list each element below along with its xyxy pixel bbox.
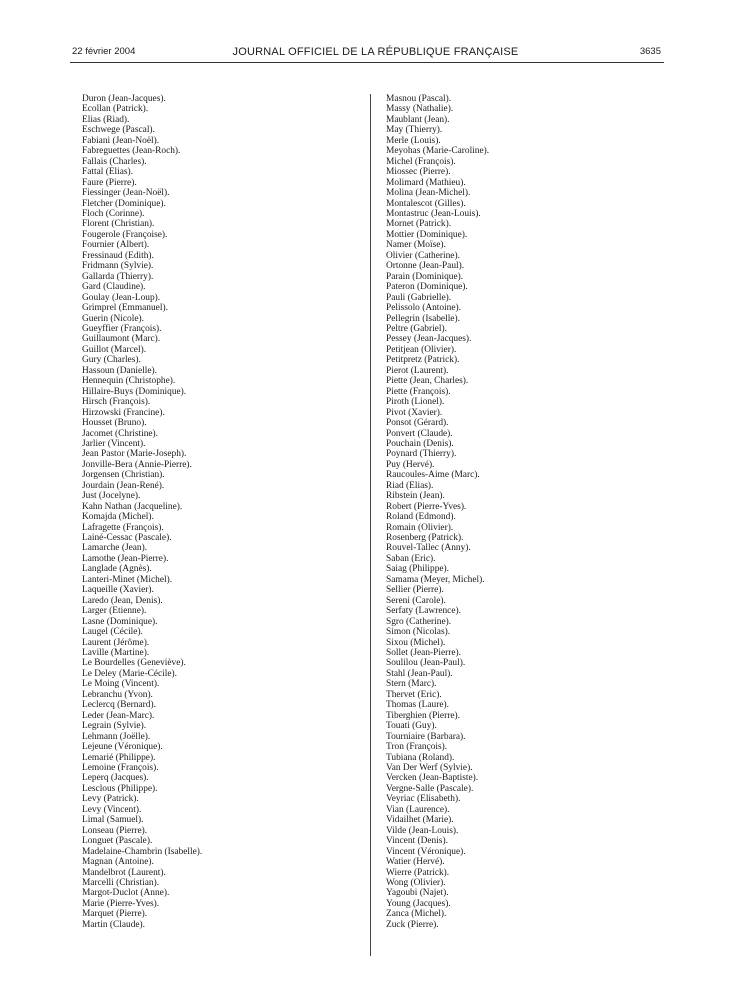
name-entry: Gury (Charles). bbox=[82, 355, 141, 366]
name-entry: Le Moing (Vincent). bbox=[82, 679, 160, 690]
name-entry: Montalescot (Gilles). bbox=[386, 198, 466, 209]
name-entry: Laqueille (Xavier). bbox=[82, 585, 154, 596]
name-entry: Michel (François). bbox=[386, 156, 456, 167]
name-entry: Laville (Martine). bbox=[82, 648, 150, 659]
name-entry: Le Bourdelles (Geneviève). bbox=[82, 658, 186, 669]
name-entry: Vian (Laurence). bbox=[386, 804, 450, 815]
name-entry: Lonseau (Pierre). bbox=[82, 825, 148, 836]
name-entry: Marquet (Pierre). bbox=[82, 909, 148, 920]
name-entry: Jacomet (Christine). bbox=[82, 428, 159, 439]
name-entry: Faure (Pierre). bbox=[82, 177, 137, 188]
name-entry: Soulilou (Jean-Paul). bbox=[386, 658, 466, 669]
name-entry: Thomas (Laure). bbox=[386, 700, 449, 711]
name-entry: Puy (Hervé). bbox=[386, 459, 435, 470]
name-entry: Gueyffier (François). bbox=[82, 323, 162, 334]
header-page-number: 3635 bbox=[639, 46, 661, 57]
name-entry: Longuet (Pascale). bbox=[82, 836, 153, 847]
name-entry: Pessey (Jean-Jacques). bbox=[386, 334, 472, 345]
name-entry: Duron (Jean-Jacques). bbox=[82, 94, 166, 104]
name-entry: Jonville-Bera (Annie-Pierre). bbox=[82, 459, 192, 470]
name-entry: Poynard (Thierry). bbox=[386, 449, 457, 460]
name-entry: Wierre (Patrick). bbox=[386, 867, 450, 878]
name-entry: Fougerole (Françoise). bbox=[82, 229, 168, 240]
name-entry: Piette (François). bbox=[386, 386, 451, 397]
name-entry: Mottier (Dominique). bbox=[386, 229, 468, 240]
name-entry: Fletcher (Dominique). bbox=[82, 198, 166, 209]
name-entry: Rouvel-Tallec (Anny). bbox=[386, 543, 471, 554]
name-entry: Ribstein (Jean). bbox=[386, 491, 445, 502]
name-entry: Hassoun (Danielle). bbox=[82, 365, 157, 376]
name-entry: Serfaty (Lawrence). bbox=[386, 606, 461, 617]
name-entry: Wong (Olivier). bbox=[386, 877, 446, 888]
name-entry: Tourniaire (Barbara). bbox=[386, 731, 466, 742]
name-entry: Lemarié (Philippe). bbox=[82, 752, 156, 763]
name-entry: Montastruc (Jean-Louis). bbox=[386, 208, 481, 219]
name-entry: Sereni (Carole). bbox=[386, 595, 446, 606]
name-entry: Lafragette (François). bbox=[82, 522, 164, 533]
header-date: 22 février 2004 bbox=[72, 46, 136, 57]
name-entry: Mandelbrot (Laurent). bbox=[82, 867, 166, 878]
name-entry: Piette (Jean, Charles). bbox=[386, 376, 469, 387]
name-entry: Le Deley (Marie-Cécile). bbox=[82, 668, 177, 679]
name-entry: Hillaire-Buys (Dominique). bbox=[82, 386, 187, 397]
name-entry: Marcelli (Christian). bbox=[82, 877, 160, 888]
name-entry: Langlade (Agnès). bbox=[82, 564, 152, 575]
name-entry: Gallarda (Thierry). bbox=[82, 271, 154, 282]
name-entry: Madelaine-Chambrin (Isabelle). bbox=[82, 846, 203, 857]
name-entry: Yagoubi (Najet). bbox=[386, 888, 449, 899]
header-rule bbox=[70, 62, 664, 63]
name-entry: Jean Pastor (Marie-Joseph). bbox=[82, 449, 187, 460]
name-entry: Van Der Werf (Sylvie). bbox=[386, 763, 473, 773]
name-entry: Fournier (Albert). bbox=[82, 240, 150, 251]
name-entry: Fattal (Elias). bbox=[82, 167, 134, 178]
name-entry: Saiag (Philippe). bbox=[386, 564, 450, 575]
name-entry: Leder (Jean-Marc). bbox=[82, 710, 155, 721]
name-entry: Petitjean (Olivier). bbox=[386, 344, 457, 355]
name-entry: Hirsch (François). bbox=[82, 397, 151, 408]
name-entry: Housset (Bruno). bbox=[82, 418, 147, 429]
name-entry: Guillot (Marcel). bbox=[82, 344, 147, 355]
name-entry: Just (Jocelyne). bbox=[82, 491, 141, 502]
name-entry: Grimprel (Emmanuel). bbox=[82, 303, 168, 314]
name-entry: Robert (Pierre-Yves). bbox=[386, 501, 467, 512]
name-entry: Namer (Moïse). bbox=[386, 240, 446, 251]
name-entry: Raucoules-Aime (Marc). bbox=[386, 470, 480, 481]
name-entry: Pierot (Laurent). bbox=[386, 365, 449, 376]
name-entry: Leclercq (Bernard). bbox=[82, 700, 156, 711]
name-entry: Lamothe (Jean-Pierre). bbox=[82, 553, 169, 564]
name-entry: Petitpretz (Patrick). bbox=[386, 355, 460, 366]
name-entry: Lemoine (François). bbox=[82, 763, 159, 773]
name-entry: Goulay (Jean-Loup). bbox=[82, 292, 161, 303]
name-entry: Tron (François). bbox=[386, 742, 448, 753]
name-entry: Jourdain (Jean-René). bbox=[82, 480, 165, 491]
name-entry: Guillaumont (Marc). bbox=[82, 334, 161, 345]
name-entry: Simon (Nicolas). bbox=[386, 627, 451, 638]
name-entry: Fiessinger (Jean-Noël). bbox=[82, 188, 170, 199]
name-entry: Merle (Louis). bbox=[386, 135, 441, 146]
name-entry: Sgro (Catherine). bbox=[386, 616, 452, 627]
name-entry: Lehmann (Joëlle). bbox=[82, 731, 151, 742]
name-entry: Pelissolo (Antoine). bbox=[386, 303, 461, 314]
name-entry: Veyriac (Elisabeth). bbox=[386, 794, 461, 805]
name-entry: Legrain (Sylvie). bbox=[82, 721, 147, 732]
name-entry: Vilde (Jean-Louis). bbox=[386, 825, 459, 836]
name-entry: Magnan (Antoine). bbox=[82, 857, 154, 868]
name-entry: Jarlier (Vincent). bbox=[82, 438, 146, 449]
name-entry: Limal (Samuel). bbox=[82, 815, 144, 826]
name-entry: Piroth (Lionel). bbox=[386, 397, 445, 408]
name-entry: Floch (Corinne). bbox=[82, 208, 145, 219]
name-entry: Jorgensen (Christian). bbox=[82, 470, 165, 481]
name-entry: Olivier (Catherine). bbox=[386, 250, 460, 261]
name-entry: Martin (Claude). bbox=[82, 919, 146, 930]
name-entry: Samama (Meyer, Michel). bbox=[386, 574, 485, 585]
name-entry: Sixou (Michel). bbox=[386, 637, 446, 648]
name-entry: Leperq (Jacques). bbox=[82, 773, 149, 784]
name-entry: Elias (Riad). bbox=[82, 114, 130, 125]
name-entry: Vincent (Véronique). bbox=[386, 846, 466, 857]
name-entry: Touati (Guy). bbox=[386, 721, 437, 732]
name-entry: Vidailhet (Marie). bbox=[386, 815, 454, 826]
name-entry: Lesclous (Philippe). bbox=[82, 783, 158, 794]
column-divider bbox=[370, 94, 371, 956]
name-entry: Ortonne (Jean-Paul). bbox=[386, 261, 465, 272]
name-entry: Florent (Christian). bbox=[82, 219, 155, 230]
name-entry: Molina (Jean-Michel). bbox=[386, 188, 471, 199]
name-entry: Pauli (Gabrielle). bbox=[386, 292, 452, 303]
name-entry: Stahl (Jean-Paul). bbox=[386, 668, 453, 679]
name-entry: Zanca (Michel). bbox=[386, 909, 447, 920]
name-entry: Hirzowski (Francine). bbox=[82, 407, 165, 418]
name-entry: Ponvert (Claude). bbox=[386, 428, 453, 439]
name-entry: Sellier (Pierre). bbox=[386, 585, 444, 596]
name-entry: Rosenberg (Patrick). bbox=[386, 533, 464, 544]
name-entry: Komajda (Michel). bbox=[82, 512, 154, 523]
name-entry: Levy (Vincent). bbox=[82, 804, 142, 815]
name-entry: Miossec (Pierre). bbox=[386, 167, 451, 178]
name-entry: Romain (Olivier). bbox=[386, 522, 454, 533]
name-entry: Lejeune (Véronique). bbox=[82, 742, 163, 753]
name-entry: Lebranchu (Yvon). bbox=[82, 689, 153, 700]
name-entry: Fressinaud (Edith). bbox=[82, 250, 154, 261]
name-entry: Lanteri-Minet (Michel). bbox=[82, 574, 173, 585]
name-entry: Masnou (Pascal). bbox=[386, 94, 452, 104]
name-entry: Peltre (Gabriel). bbox=[386, 323, 447, 334]
name-entry: Ecollan (Patrick). bbox=[82, 104, 149, 115]
name-entry: Levy (Patrick). bbox=[82, 794, 139, 805]
name-entry: Pivot (Xavier). bbox=[386, 407, 443, 418]
name-entry: Laurent (Jérôme). bbox=[82, 637, 150, 648]
name-entry: May (Thierry). bbox=[386, 125, 443, 136]
name-entry: Laugel (Cécile). bbox=[82, 627, 143, 638]
name-entry: Hennequin (Christophe). bbox=[82, 376, 176, 387]
left-name-column bbox=[82, 94, 202, 930]
right-name-column bbox=[386, 94, 489, 930]
name-entry: Pellegrin (Isabelle). bbox=[386, 313, 460, 324]
name-entry: Tubiana (Roland). bbox=[386, 752, 455, 763]
name-entry: Young (Jacques). bbox=[386, 898, 451, 909]
name-entry: Molimard (Mathieu). bbox=[386, 177, 466, 188]
header-title: JOURNAL OFFICIEL DE LA RÉPUBLIQUE FRANÇAISE bbox=[232, 46, 519, 58]
name-entry: Vergne-Salle (Pascale). bbox=[386, 783, 474, 794]
name-entry: Eschwege (Pascal). bbox=[82, 125, 155, 136]
name-entry: Meyohas (Marie-Caroline). bbox=[386, 146, 490, 157]
name-entry: Pateron (Dominique). bbox=[386, 282, 468, 293]
name-entry: Zuck (Pierre). bbox=[386, 919, 439, 930]
name-entry: Larger (Etienne). bbox=[82, 606, 147, 617]
name-entry: Stern (Marc). bbox=[386, 679, 437, 690]
name-entry: Vincent (Denis). bbox=[386, 836, 448, 847]
name-entry: Fabiani (Jean-Noël). bbox=[82, 135, 160, 146]
name-entry: Massy (Nathalie). bbox=[386, 104, 454, 115]
name-entry: Fallais (Charles). bbox=[82, 156, 147, 167]
name-entry: Fabreguettes (Jean-Roch). bbox=[82, 146, 181, 157]
name-entry: Maublant (Jean). bbox=[386, 114, 450, 125]
name-entry: Roland (Edmond). bbox=[386, 512, 456, 523]
name-entry: Guerin (Nicole). bbox=[82, 313, 144, 324]
name-entry: Lasne (Dominique). bbox=[82, 616, 158, 627]
name-entry: Watier (Hervé). bbox=[386, 857, 445, 868]
name-entry: Fridmann (Sylvie). bbox=[82, 261, 154, 272]
name-entry: Parain (Dominique). bbox=[386, 271, 464, 282]
name-entry: Lamarche (Jean). bbox=[82, 543, 148, 554]
name-entry: Saban (Eric). bbox=[386, 553, 436, 564]
name-entry: Vercken (Jean-Baptiste). bbox=[386, 773, 479, 784]
name-entry: Marie (Pierre-Yves). bbox=[82, 898, 160, 909]
name-entry: Margot-Duclot (Anne). bbox=[82, 888, 170, 899]
name-entry: Riad (Elias). bbox=[386, 480, 434, 491]
name-entry: Gard (Claudine). bbox=[82, 282, 146, 293]
name-entry: Mornet (Patrick). bbox=[386, 219, 452, 230]
name-entry: Tiberghien (Pierre). bbox=[386, 710, 460, 721]
name-entry: Kahn Nathan (Jacqueline). bbox=[82, 501, 183, 512]
name-entry: Laredo (Jean, Denis). bbox=[82, 595, 163, 606]
name-entry: Ponsot (Gérard). bbox=[386, 418, 449, 429]
name-entry: Thervet (Eric). bbox=[386, 689, 442, 700]
name-entry: Sollet (Jean-Pierre). bbox=[386, 648, 461, 659]
name-entry: Lainé-Cessac (Pascale). bbox=[82, 533, 172, 544]
name-entry: Pouchain (Denis). bbox=[386, 438, 454, 449]
